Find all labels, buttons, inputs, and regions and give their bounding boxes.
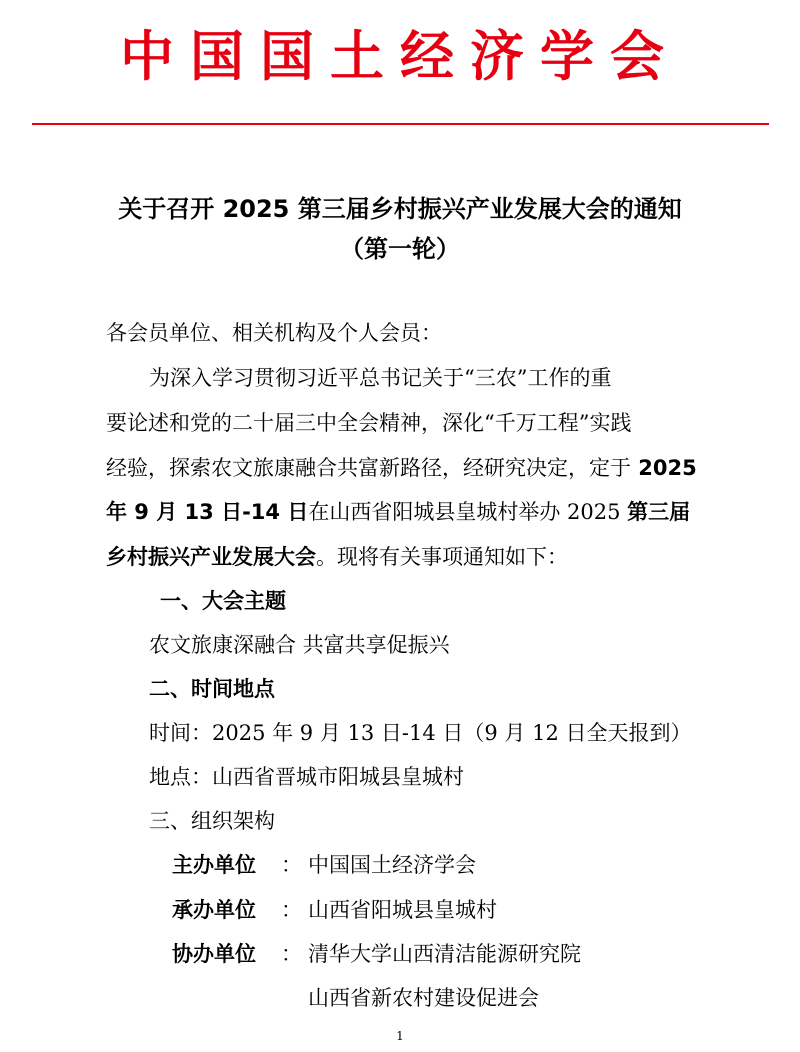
salutation: 各会员单位、相关机构及个人会员： <box>106 321 442 345</box>
co-organizer-value-1: 清华大学山西清洁能源研究院 <box>308 942 581 966</box>
intro-line-3 <box>106 453 697 483</box>
co-organizer-colon: ： <box>281 942 302 966</box>
page-number: 1 <box>396 1029 404 1043</box>
organizer-colon: ： <box>281 898 302 922</box>
intro-line-4-text: 在山西省阳城县皇城村举办 2025 <box>308 500 628 524</box>
document-subtitle: （第一轮） <box>340 235 460 263</box>
intro-line-5 <box>106 542 568 572</box>
intro-line-3-text: 经验，探索农文旅康融合共富新路径，经研究决定，定于 <box>106 456 631 480</box>
intro-line-1: 为深入学习贯彻习近平总书记关于“三农”工作的重 <box>149 366 612 390</box>
event-time: 时间：2025 年 9 月 13 日-14 日（9 月 12 日全天报到） <box>149 721 692 745</box>
intro-date: 年 9 月 13 日-14 日 <box>106 500 309 524</box>
co-organizer-label: 协办单位 <box>172 942 256 966</box>
intro-line-2: 要论述和党的二十届三中全会精神，深化“千万工程”实践 <box>106 411 632 435</box>
host-label: 主办单位 <box>172 853 256 877</box>
document-title: 关于召开 2025 第三届乡村振兴产业发展大会的通知 <box>118 195 682 223</box>
organization-header: 中国国土经济学会 <box>120 25 680 88</box>
co-organizer-value-2: 山西省新农村建设促进会 <box>308 986 539 1010</box>
intro-line-3-year: 2025 <box>631 456 697 480</box>
intro-line-4 <box>106 497 690 527</box>
organizer-label: 承办单位 <box>172 898 256 922</box>
header-divider <box>32 123 769 125</box>
host-colon: ： <box>281 853 302 877</box>
organizer-value: 山西省阳城县皇城村 <box>308 898 497 922</box>
section-heading-organization: 三、组织架构 <box>149 809 275 833</box>
section-heading-time-place: 二、时间地点 <box>149 677 275 701</box>
theme-content: 农文旅康深融合 共富共享促振兴 <box>149 633 450 657</box>
host-value: 中国国土经济学会 <box>308 853 476 877</box>
event-place: 地点：山西省晋城市阳城县皇城村 <box>149 765 464 789</box>
section-heading-theme: 一、大会主题 <box>160 589 286 613</box>
intro-event-name-start: 第三届 <box>627 500 691 524</box>
intro-line-5-text: 。现将有关事项通知如下： <box>316 545 568 569</box>
intro-event-name-end: 乡村振兴产业发展大会 <box>106 545 316 569</box>
